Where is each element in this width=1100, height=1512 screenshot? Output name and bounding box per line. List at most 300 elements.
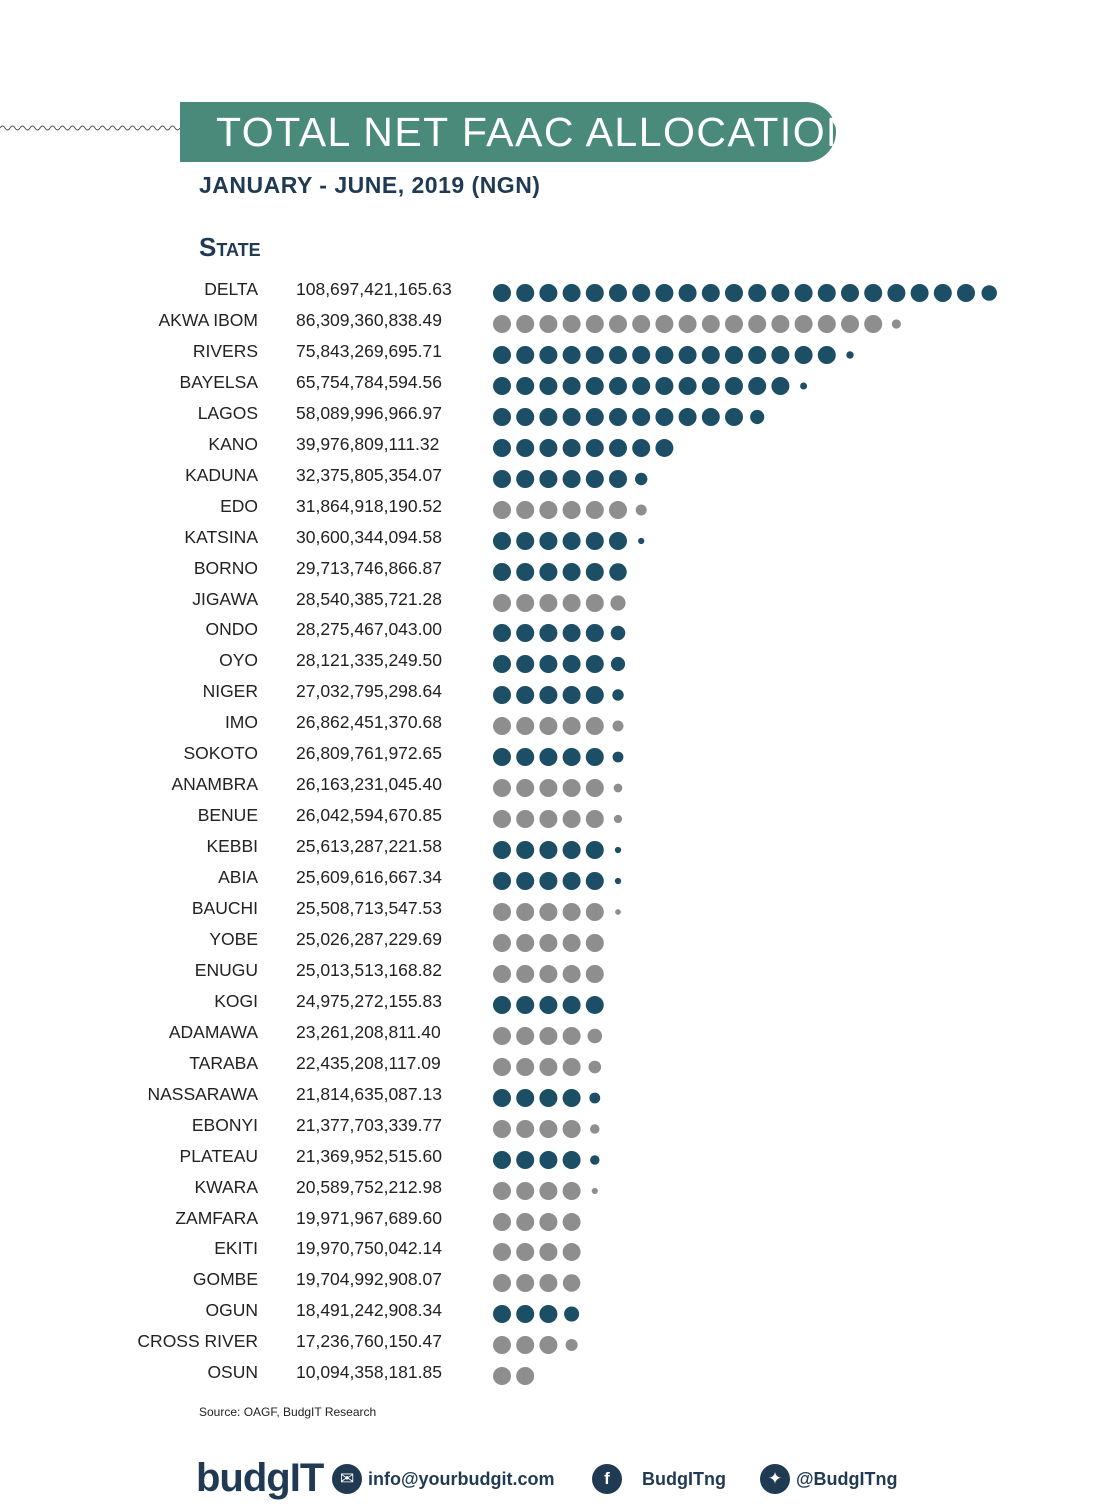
value-dot [725,408,743,426]
table-row [0,1051,1100,1082]
value-dot [911,284,929,302]
value-dot [586,377,604,395]
value-dot [632,408,650,426]
dot-bar [490,772,1010,803]
value-dot [725,315,743,333]
dot-bar [490,710,1010,741]
table-row [0,1236,1100,1267]
dot-bar [490,1298,1010,1329]
allocation-amount: 25,508,713,547.53 [296,898,442,918]
value-dot [563,1058,581,1076]
dot-bar [490,679,1010,710]
state-label: TARABA [189,1052,258,1073]
value-dot [586,315,604,333]
value-dot [563,377,581,395]
value-dot [539,996,557,1014]
value-dot [563,1151,581,1169]
value-dot [563,748,581,766]
value-dot [539,594,557,612]
state-label: OGUN [205,1300,258,1321]
value-dot [586,779,604,797]
allocation-amount: 86,309,360,838.49 [296,309,442,330]
value-dot [609,470,627,488]
value-dot [702,315,720,333]
state-label: SOKOTO [183,743,258,764]
dot-bar [490,1113,1010,1144]
partial-dot [588,1029,603,1044]
value-dot [771,315,789,333]
value-dot [586,903,604,921]
table-row [0,1298,1100,1329]
partial-dot [981,285,996,300]
value-dot [516,748,534,766]
value-dot [539,1182,557,1200]
value-dot [493,1213,511,1231]
value-dot [516,934,534,952]
partial-dot [615,909,621,915]
value-dot [493,810,511,828]
partial-dot [590,1124,599,1133]
allocation-amount: 28,540,385,721.28 [296,588,442,609]
partial-dot [615,878,621,884]
value-dot [539,655,557,673]
value-dot [748,377,766,395]
value-dot [563,841,581,859]
value-dot [679,284,697,302]
dot-bar [490,1329,1010,1360]
dot-bar [490,339,1010,370]
value-dot [563,501,581,519]
value-dot [563,1027,581,1045]
value-dot [493,1367,511,1385]
value-dot [632,377,650,395]
value-dot [563,934,581,952]
value-dot [493,903,511,921]
value-dot [632,284,650,302]
allocation-amount: 29,713,746,866.87 [296,557,442,578]
value-dot [586,748,604,766]
value-dot [539,408,557,426]
value-dot [516,1058,534,1076]
value-dot [516,563,534,581]
value-dot [586,717,604,735]
value-dot [725,346,743,364]
value-dot [841,315,859,333]
state-label: YOBE [209,928,258,949]
state-label: BORNO [193,557,258,578]
twitter-text: @BudgITng [796,1468,898,1489]
value-dot [679,346,697,364]
allocation-amount: 21,814,635,087.13 [296,1083,442,1104]
value-dot [702,408,720,426]
value-dot [563,346,581,364]
allocation-amount: 23,261,208,811.40 [296,1021,441,1042]
value-dot [493,1027,511,1045]
value-dot [516,1305,534,1323]
dot-bar [490,958,1010,989]
value-dot [516,779,534,797]
allocation-amount: 25,013,513,168.82 [296,959,442,980]
value-dot [563,470,581,488]
table-row [0,1329,1100,1360]
value-dot [586,965,604,983]
value-dot [748,346,766,364]
state-label: NIGER [202,681,258,702]
value-dot [586,686,604,704]
value-dot [586,532,604,550]
value-dot [493,346,511,364]
value-dot [493,996,511,1014]
allocation-amount: 19,971,967,689.60 [296,1207,442,1228]
state-label: KWARA [194,1176,258,1197]
value-dot [516,841,534,859]
value-dot [539,748,557,766]
partial-dot [613,752,624,763]
value-dot [493,748,511,766]
table-row [0,494,1100,525]
value-dot [586,841,604,859]
value-dot [516,996,534,1014]
value-dot [702,284,720,302]
dot-bar [490,1175,1010,1206]
value-dot [586,346,604,364]
dot-bar [490,1082,1010,1113]
state-label: OYO [219,650,258,671]
dot-bar [490,1020,1010,1051]
value-dot [563,655,581,673]
dot-bar [490,308,1010,339]
dot-bar [490,401,1010,432]
value-dot [539,624,557,642]
state-label: NASSARAWA [147,1083,258,1104]
partial-dot [563,1213,581,1231]
partial-dot [614,784,623,793]
budgit-logo: budgIT [196,1456,324,1500]
allocation-amount: 18,491,242,908.34 [296,1300,442,1321]
table-row [0,1020,1100,1051]
footer [0,1450,1100,1510]
state-label: RIVERS [192,340,258,361]
value-dot [493,563,511,581]
value-dot [493,1274,511,1292]
value-dot [632,439,650,457]
allocation-amount: 26,809,761,972.65 [296,743,442,764]
value-dot [586,624,604,642]
value-dot [818,315,836,333]
state-label: OSUN [207,1362,258,1383]
table-row [0,556,1100,587]
chart-title: TOTAL NET FAAC ALLOCATION [216,108,858,155]
table-row [0,741,1100,772]
value-dot [586,563,604,581]
table-row [0,989,1100,1020]
value-dot [771,346,789,364]
value-dot [539,501,557,519]
allocation-amount: 28,121,335,249.50 [296,650,442,671]
dot-bar [490,803,1010,834]
state-label: EBONYI [191,1114,258,1135]
allocation-amount: 25,613,287,221.58 [296,836,442,857]
value-dot [655,284,673,302]
partial-dot [612,690,623,701]
table-row [0,772,1100,803]
table-row [0,1206,1100,1237]
value-dot [516,284,534,302]
twitter-contact[interactable] [760,1464,898,1494]
partial-dot [563,1275,580,1292]
twitter-icon: ✦ [760,1464,790,1494]
value-dot [563,810,581,828]
table-row [0,1082,1100,1113]
dot-bar [490,432,1010,463]
value-dot [516,965,534,983]
value-dot [586,439,604,457]
value-dot [957,284,975,302]
value-dot [493,1243,511,1261]
state-label: ABIA [218,867,258,888]
value-dot [516,346,534,364]
value-dot [655,408,673,426]
table-row [0,463,1100,494]
value-dot [516,315,534,333]
value-dot [563,965,581,983]
partial-dot [615,847,621,853]
value-dot [493,439,511,457]
partial-dot [611,626,626,641]
value-dot [493,686,511,704]
value-dot [655,346,673,364]
value-dot [586,594,604,612]
chart-subtitle: JANUARY - JUNE, 2019 (NGN) [199,172,541,198]
value-dot [563,1089,581,1107]
value-dot [586,872,604,890]
value-dot [516,532,534,550]
state-label: EDO [220,495,258,516]
partial-dot [590,1155,599,1164]
email-contact[interactable] [332,1464,555,1494]
allocation-amount: 26,862,451,370.68 [296,712,442,733]
value-dot [493,872,511,890]
state-label: JIGAWA [192,588,258,609]
table-row [0,1175,1100,1206]
value-dot [516,872,534,890]
dot-bar [490,1236,1010,1267]
facebook-contact[interactable] [592,1464,726,1494]
value-dot [516,810,534,828]
value-dot [516,1274,534,1292]
table-row [0,1144,1100,1175]
value-dot [539,1120,557,1138]
value-dot [516,1151,534,1169]
state-label: ANAMBRA [171,774,258,795]
value-dot [563,872,581,890]
value-dot [563,594,581,612]
partial-dot [892,319,901,328]
value-dot [771,377,789,395]
value-dot [818,346,836,364]
dot-bar [490,1360,1010,1391]
value-dot [609,532,627,550]
state-label: ENUGU [194,959,258,980]
value-dot [493,934,511,952]
allocation-amount: 27,032,795,298.64 [296,681,442,702]
state-label: PLATEAU [179,1145,258,1166]
value-dot [539,841,557,859]
value-dot [655,315,673,333]
value-dot [679,377,697,395]
value-dot [609,346,627,364]
partial-dot [635,472,647,484]
value-dot [563,408,581,426]
allocation-amount: 31,864,918,190.52 [296,495,442,516]
value-dot [539,284,557,302]
allocation-amount: 25,026,287,229.69 [296,928,442,949]
value-dot [493,1151,511,1169]
value-dot [934,284,952,302]
value-dot [539,717,557,735]
value-dot [516,717,534,735]
partial-dot [800,382,807,389]
table-row [0,865,1100,896]
partial-dot [566,1339,578,1351]
value-dot [864,315,882,333]
state-label: ONDO [205,619,258,640]
allocation-amount: 39,976,809,111.32 [296,433,440,454]
value-dot [493,501,511,519]
allocation-amount: 21,377,703,339.77 [296,1114,442,1135]
partial-dot [636,504,647,515]
dot-bar [490,277,1010,308]
value-dot [516,686,534,704]
partial-dot [638,537,644,543]
value-dot [539,470,557,488]
value-dot [539,1027,557,1045]
allocation-amount: 108,697,421,165.63 [296,279,452,299]
value-dot [516,655,534,673]
value-dot [632,346,650,364]
table-row [0,1267,1100,1298]
value-dot [795,346,813,364]
state-label: KADUNA [185,464,258,485]
table-row [0,896,1100,927]
dot-bar [490,989,1010,1020]
value-dot [609,408,627,426]
table-row [0,277,1100,308]
value-dot [539,439,557,457]
value-dot [725,284,743,302]
value-dot [539,1274,557,1292]
partial-dot [655,439,673,457]
dot-bar [490,896,1010,927]
decorative-wave-line [0,124,180,132]
partial-dot [750,410,764,424]
allocation-amount: 10,094,358,181.85 [296,1362,442,1383]
value-dot [493,1182,511,1200]
state-label: BENUE [197,805,258,826]
state-label: CROSS RIVER [137,1331,258,1352]
allocation-amount: 28,275,467,043.00 [296,619,442,640]
table-row [0,648,1100,679]
value-dot [563,284,581,302]
value-dot [493,1336,511,1354]
dot-bar [490,463,1010,494]
partial-dot [614,815,622,823]
title-banner [180,102,858,162]
value-dot [539,346,557,364]
value-dot [493,1089,511,1107]
value-dot [563,779,581,797]
value-dot [516,903,534,921]
value-dot [563,1182,581,1200]
value-dot [841,284,859,302]
value-dot [516,1243,534,1261]
allocation-amount: 19,704,992,908.07 [296,1269,442,1290]
value-dot [539,903,557,921]
value-dot [563,439,581,457]
value-dot [609,284,627,302]
value-dot [748,284,766,302]
value-dot [539,563,557,581]
partial-dot [589,1060,602,1073]
value-dot [539,315,557,333]
state-label: KOGI [214,990,258,1011]
dot-bar [490,1267,1010,1298]
allocation-amount: 24,975,272,155.83 [296,990,442,1011]
table-row [0,587,1100,618]
state-label: LAGOS [197,402,258,423]
partial-dot [592,1187,598,1193]
partial-dot [563,1243,581,1261]
value-dot [795,315,813,333]
value-dot [586,810,604,828]
state-label: AKWA IBOM [158,309,258,330]
value-dot [632,315,650,333]
allocation-amount: 26,163,231,045.40 [296,774,442,795]
dot-bar [490,741,1010,772]
value-dot [609,315,627,333]
value-dot [493,377,511,395]
table-row [0,1113,1100,1144]
partial-dot [846,351,853,358]
value-dot [864,284,882,302]
table-row [0,1360,1100,1391]
value-dot [539,686,557,704]
state-label: ADAMAWA [168,1021,258,1042]
value-dot [516,1089,534,1107]
value-dot [516,1182,534,1200]
value-dot [539,1213,557,1231]
table-row [0,679,1100,710]
value-dot [539,377,557,395]
mail-icon: ✉ [332,1464,362,1494]
state-label: DELTA [204,279,258,299]
state-column-header: State [199,232,261,262]
allocation-amount: 26,042,594,670.85 [296,805,442,826]
value-dot [493,717,511,735]
value-dot [516,470,534,488]
state-label: ZAMFARA [175,1207,258,1228]
table-row [0,401,1100,432]
value-dot [609,501,627,519]
state-label: BAUCHI [191,898,258,918]
value-dot [539,1151,557,1169]
value-dot [493,532,511,550]
table-row [0,927,1100,958]
facebook-icon: f [592,1464,622,1494]
value-dot [539,1305,557,1323]
value-dot [539,532,557,550]
value-dot [493,655,511,673]
